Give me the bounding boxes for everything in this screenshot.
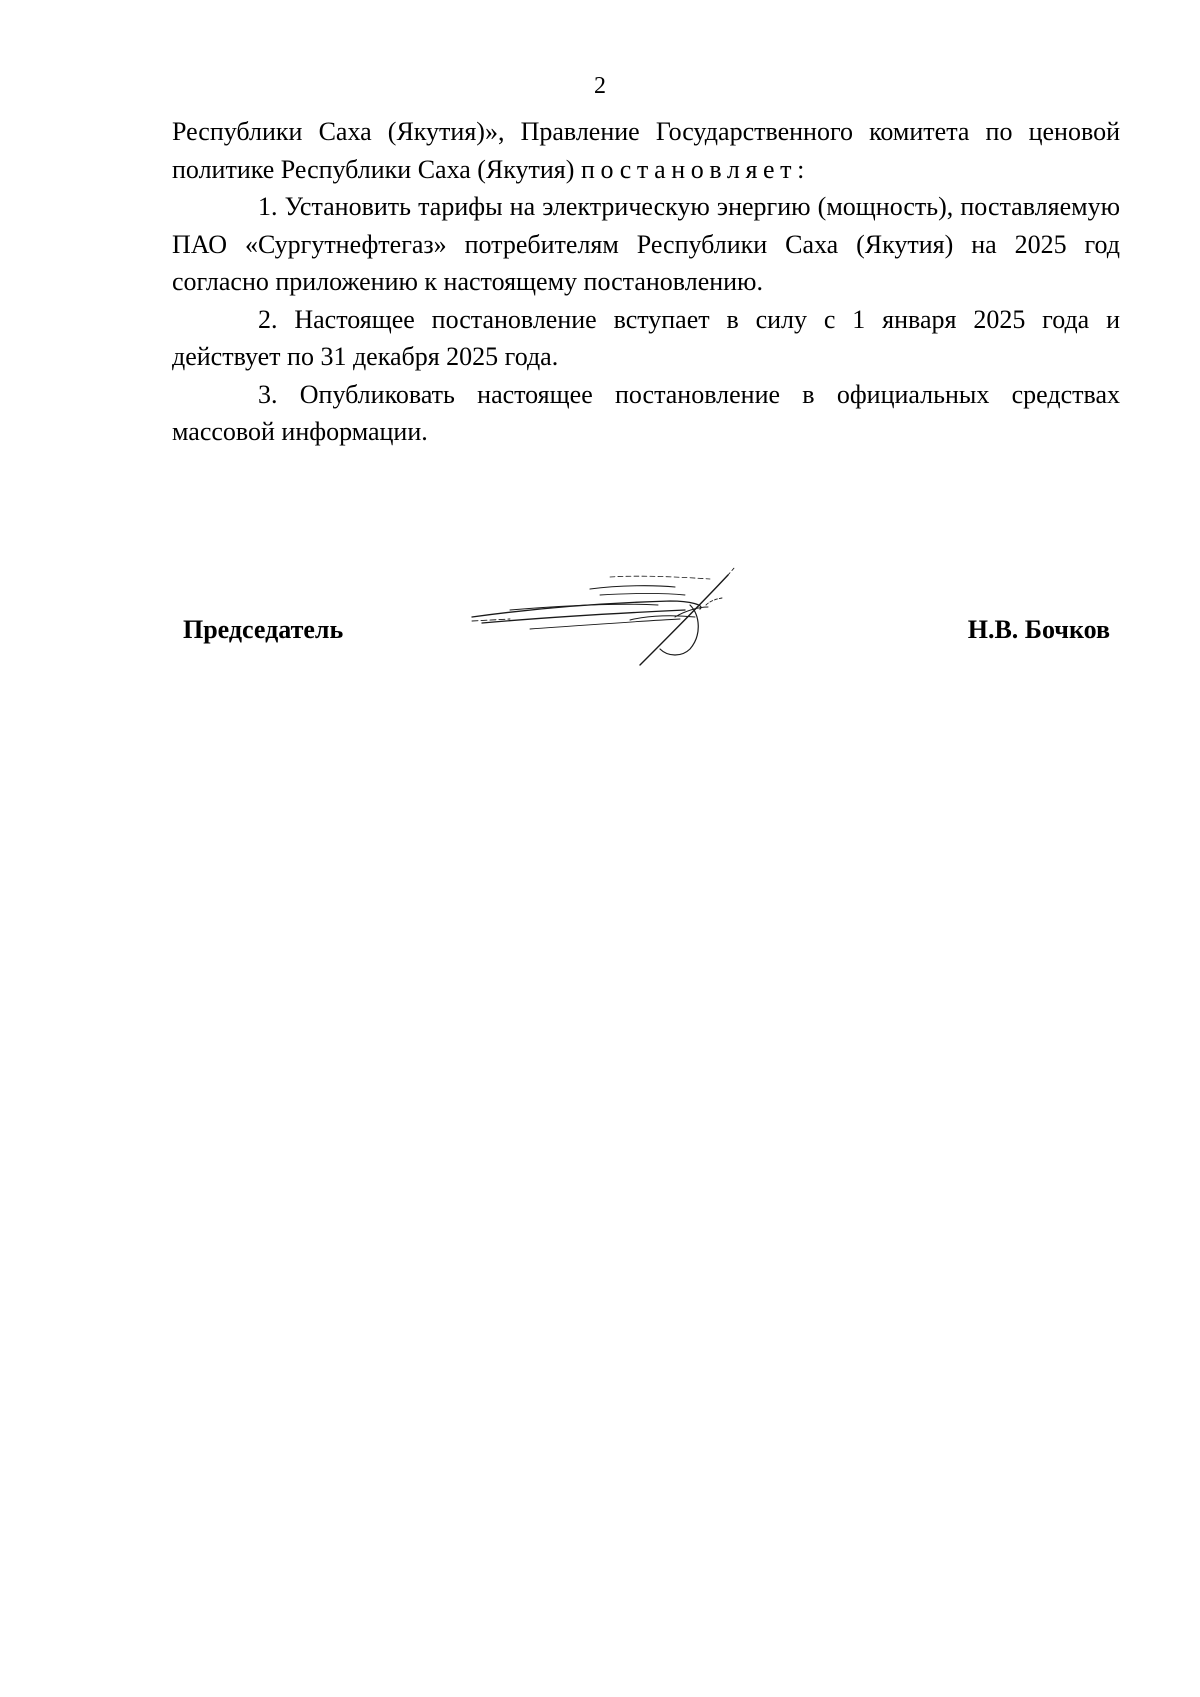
signatory-title: Председатель — [183, 615, 344, 644]
intro-paragraph — [172, 113, 1120, 188]
resolution-verb: постановляет — [580, 154, 798, 184]
item-1-paragraph: 1. Установить тарифы на электрическую энергию (мощность), поставляемую ПАО «Сургутнефтегаз» потребителям Республики Саха (Якутия) на 2025 год согласно приложению к настоящему постановлению. — [172, 192, 1120, 296]
document-body — [172, 113, 1120, 451]
item-2-paragraph: 2. Настоящее постановление вступает в силу с 1 января 2025 года и действует по 31 декабря 2025 года. — [172, 304, 1120, 371]
handwritten-signature — [470, 565, 790, 670]
signatory-name: Н.В. Бочков — [967, 615, 1110, 644]
page-number: 2 — [594, 73, 606, 99]
intro-text: Республики Саха (Якутия)», Правление Государственного комитета по ценовой политике Республики Саха (Якутия) — [172, 117, 1120, 184]
item-3-paragraph: 3. Опубликовать настоящее постановление в официальных средствах массовой информации. — [172, 379, 1120, 446]
intro-colon: : — [797, 154, 805, 184]
